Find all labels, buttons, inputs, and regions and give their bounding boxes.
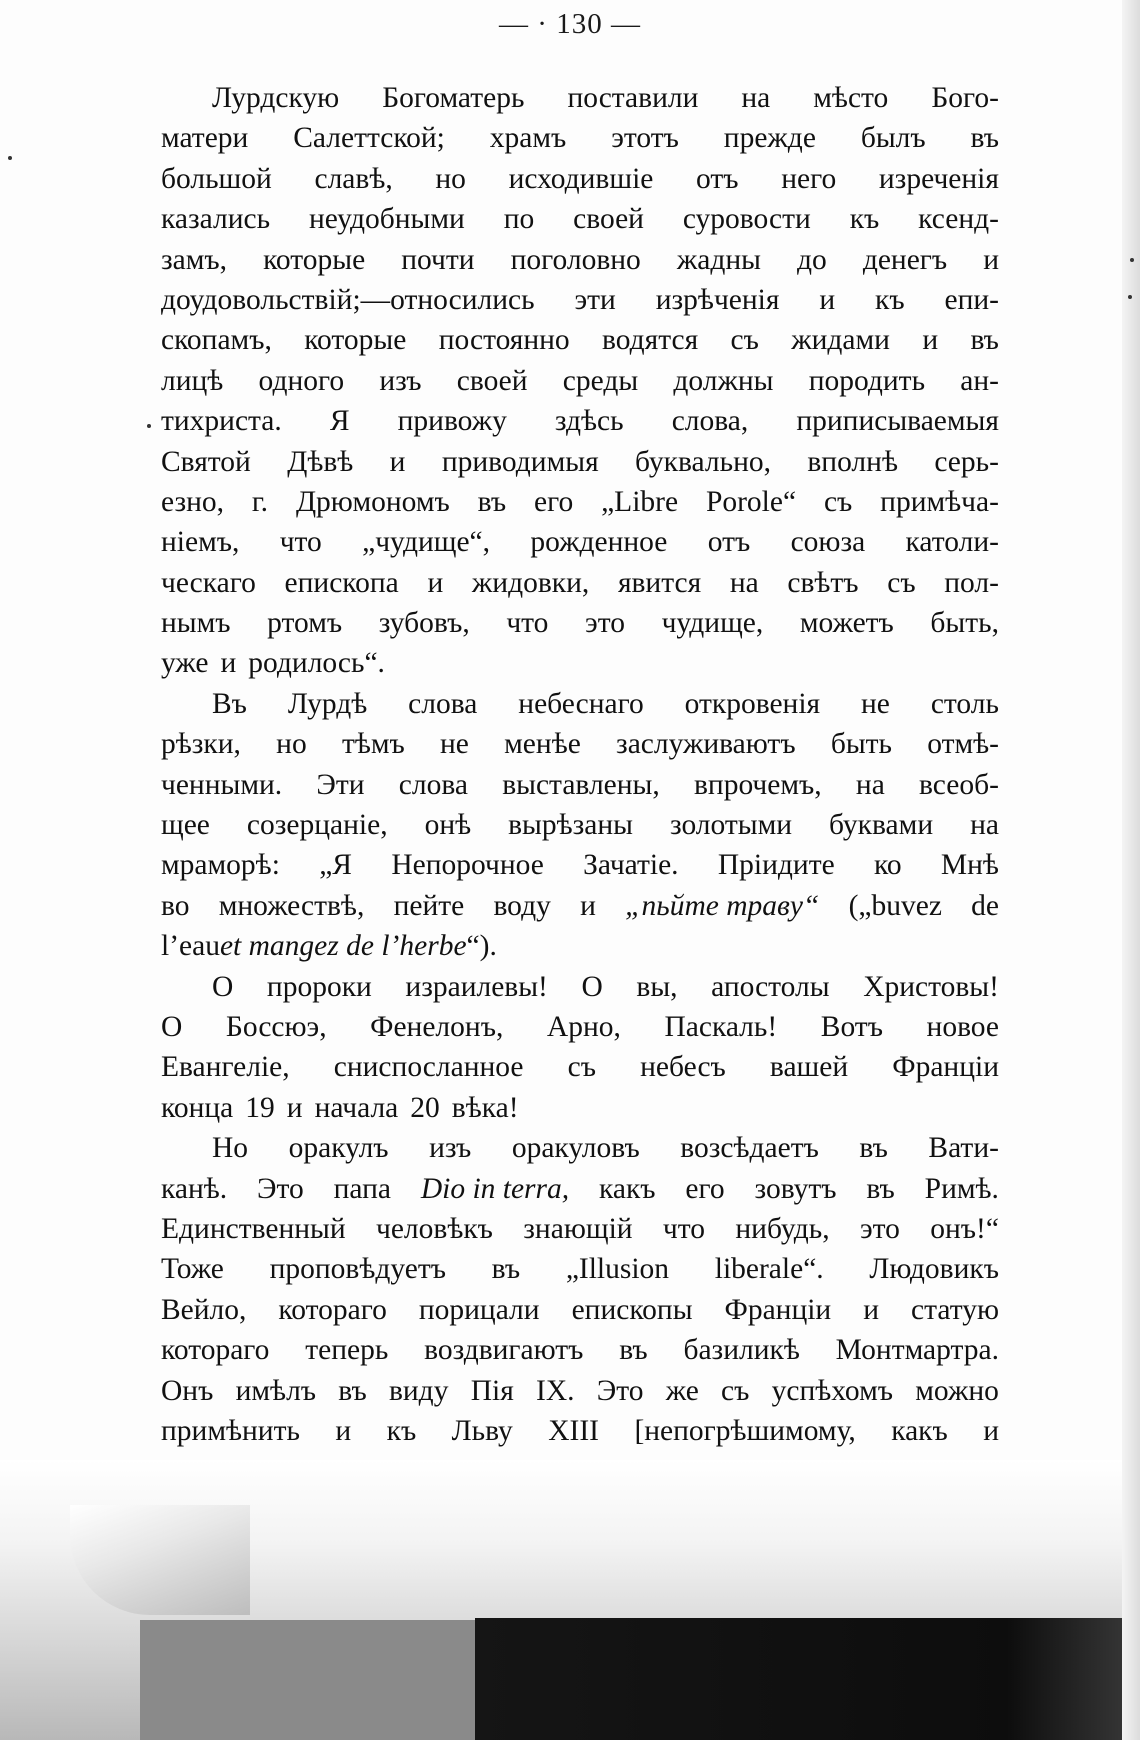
word: во	[161, 889, 190, 922]
word: явится	[617, 566, 702, 599]
word: мраморѣ:	[161, 849, 280, 882]
word: же	[665, 1374, 699, 1407]
word: Пія	[470, 1374, 514, 1407]
word: здѣсь	[554, 405, 624, 438]
word: какъ	[598, 1172, 656, 1205]
word: неудобными	[308, 203, 465, 236]
italic-word: Dio in terra,	[420, 1172, 570, 1205]
word: и	[220, 647, 237, 680]
word: израилевы!	[405, 970, 548, 1003]
word: проповѣдуетъ	[269, 1253, 446, 1286]
text-line	[161, 280, 999, 320]
word: Въ	[212, 687, 247, 720]
word: примѣнить	[161, 1414, 300, 1447]
word: пейте	[393, 889, 465, 922]
word: въ	[866, 1172, 895, 1205]
word: базиликѣ	[683, 1334, 800, 1367]
word: этотъ	[611, 122, 679, 155]
word: скопамъ,	[161, 324, 272, 357]
word: небесъ	[640, 1051, 726, 1084]
word: новое	[926, 1010, 999, 1043]
text-line	[161, 643, 999, 683]
text-line	[161, 1088, 999, 1128]
word: щее	[161, 809, 210, 842]
word: съ	[823, 485, 853, 518]
word: ченными.	[161, 768, 283, 801]
word: XIII	[548, 1414, 599, 1447]
word: воздвигаютъ	[424, 1334, 584, 1367]
word: постоянно	[438, 324, 570, 357]
word: на	[855, 768, 885, 801]
word: слова	[408, 687, 478, 720]
word: Римѣ.	[924, 1172, 999, 1205]
word: сниспосланное	[333, 1051, 524, 1084]
word: зубовъ,	[378, 607, 470, 640]
word: 19	[245, 1091, 275, 1124]
word: Льву	[451, 1414, 513, 1447]
text-line	[161, 967, 999, 1007]
word: слова,	[671, 405, 749, 438]
word: Онъ	[161, 1374, 214, 1407]
word: конца	[161, 1091, 234, 1124]
word: епи-	[944, 283, 999, 316]
text-line	[161, 886, 999, 926]
word: быть	[830, 728, 892, 761]
word: одного	[258, 364, 345, 397]
word: Арно,	[546, 1010, 621, 1043]
word: („buvez	[848, 889, 942, 922]
word: что	[506, 607, 549, 640]
word: до	[797, 243, 827, 276]
word: въ	[970, 122, 999, 155]
word: рожденное	[530, 526, 668, 559]
word: заслуживаютъ	[616, 728, 796, 761]
text-line	[161, 1209, 999, 1249]
scan-speck	[1130, 258, 1134, 262]
word: породить	[808, 364, 926, 397]
word: своей	[456, 364, 528, 397]
word: замъ,	[161, 243, 228, 276]
word: Вати-	[928, 1132, 999, 1165]
text-line	[161, 482, 999, 522]
word: пророки	[266, 970, 372, 1003]
word: апостолы	[711, 970, 830, 1003]
word: привожу	[397, 405, 507, 438]
word: приписываемыя	[796, 405, 999, 438]
word: его	[533, 485, 574, 518]
word: человѣкъ	[375, 1212, 493, 1245]
word: былъ	[860, 122, 926, 155]
word: это	[859, 1212, 900, 1245]
word: него	[781, 162, 837, 195]
text-line	[161, 401, 999, 441]
word: но	[435, 162, 466, 195]
word: его	[685, 1172, 725, 1205]
word: виду	[388, 1374, 449, 1407]
word: Мнѣ	[940, 849, 999, 882]
word: 20	[410, 1091, 440, 1124]
text-line	[161, 159, 999, 199]
word: Зачатіе.	[583, 849, 679, 882]
word: котораго	[278, 1293, 387, 1326]
word: лицѣ	[161, 364, 224, 397]
word: откровенія	[684, 687, 821, 720]
word: должны	[673, 364, 774, 397]
text-line	[161, 1330, 999, 1370]
text-line	[161, 1371, 999, 1411]
word: въ	[477, 485, 507, 518]
word: выставлены,	[502, 768, 660, 801]
text-line	[161, 199, 999, 239]
word: и	[983, 1414, 999, 1447]
text-line	[161, 118, 999, 158]
word: Салеттской;	[293, 122, 445, 155]
word: уже	[161, 647, 209, 680]
word: буквами	[829, 809, 934, 842]
word: въ	[338, 1374, 367, 1407]
word: въ	[491, 1253, 521, 1286]
word: епископа	[284, 566, 399, 599]
word: Вейло,	[161, 1293, 247, 1326]
word: къ	[849, 203, 880, 236]
word: родилось“.	[248, 647, 385, 680]
word: на	[729, 566, 759, 599]
word: съ	[887, 566, 916, 599]
word: буквально,	[635, 445, 771, 478]
word: серь-	[934, 445, 999, 478]
word: de	[971, 889, 999, 922]
word: Бого-	[931, 82, 999, 114]
word: Это	[257, 1172, 304, 1205]
word: жадны	[676, 243, 761, 276]
word: менѣе	[504, 728, 581, 761]
word: вѣка!	[451, 1091, 519, 1124]
word: статую	[911, 1293, 999, 1326]
word: Тоже	[161, 1253, 224, 1286]
word: съ	[567, 1051, 596, 1084]
word: приводимыя	[441, 445, 599, 478]
word: отмѣ-	[927, 728, 999, 761]
word: Лурдѣ	[287, 687, 368, 720]
word: изрѣченія	[655, 283, 780, 316]
text-line	[161, 1128, 999, 1168]
text-line	[161, 522, 999, 562]
scan-dark-block	[475, 1618, 1140, 1740]
word: тихриста.	[161, 405, 282, 438]
word: ртомъ	[267, 607, 343, 640]
word: на	[970, 809, 999, 842]
word: „Libre	[601, 485, 679, 518]
word: отъ	[696, 162, 739, 195]
word: ан-	[960, 364, 999, 397]
word: папа	[333, 1172, 391, 1205]
word: канѣ.	[161, 1172, 228, 1205]
word: исходившіе	[508, 162, 654, 195]
word: и	[922, 324, 939, 357]
word: онъ!“	[930, 1212, 999, 1245]
word: примѣча-	[880, 485, 999, 518]
word: чудище,	[661, 607, 764, 640]
word: „чудище“,	[362, 526, 491, 559]
text-line	[161, 724, 999, 764]
word: [непогрѣшимому,	[634, 1414, 856, 1447]
word: l’eau	[161, 930, 220, 963]
text-line	[161, 78, 999, 118]
text-line	[161, 1169, 999, 1209]
word: Монтмартра.	[835, 1334, 999, 1367]
word: О	[212, 970, 234, 1003]
word: ческаго	[161, 566, 256, 599]
word: эти	[574, 283, 616, 316]
word: Людовикъ	[869, 1253, 999, 1286]
word: вырѣзаны	[508, 809, 633, 842]
word: рѣзки,	[161, 728, 241, 761]
word: и	[286, 1091, 303, 1124]
word: имѣлъ	[235, 1374, 317, 1407]
word: Богоматерь	[382, 82, 525, 114]
word: которые	[263, 243, 366, 276]
word: Но	[212, 1132, 249, 1165]
text-line	[161, 805, 999, 845]
italic-word: „пьйте траву“	[625, 889, 820, 922]
word: Франціи	[892, 1051, 999, 1084]
text-line	[161, 361, 999, 401]
word: знающій	[523, 1212, 633, 1245]
word: Христовы!	[863, 970, 999, 1003]
word: Я	[329, 405, 350, 438]
word: „Я	[319, 849, 352, 882]
word: изъ	[379, 364, 422, 397]
word: быть,	[930, 607, 999, 640]
word: большой	[161, 162, 272, 195]
word: вполнѣ	[807, 445, 898, 478]
word: Фенелонъ,	[370, 1010, 504, 1043]
word: своей	[573, 203, 644, 236]
word: водятся	[602, 324, 699, 357]
word: Пріидите	[717, 849, 835, 882]
word: “).	[466, 930, 497, 963]
word: Porole“	[705, 485, 797, 518]
word: нымъ	[161, 607, 231, 640]
word: какъ	[891, 1414, 948, 1447]
word: столь	[930, 687, 999, 720]
scan-gray-block	[140, 1620, 475, 1740]
word: слова	[398, 768, 468, 801]
scan-speck	[1128, 295, 1132, 299]
text-line	[161, 320, 999, 360]
word: Франціи	[724, 1293, 832, 1326]
word: успѣхомъ	[771, 1374, 894, 1407]
word: езно,	[161, 485, 225, 518]
word: золотыми	[669, 809, 793, 842]
word: жидовки,	[471, 566, 590, 599]
scan-speck	[147, 424, 151, 428]
word: на	[741, 82, 771, 114]
word: можно	[915, 1374, 999, 1407]
word: созерцаніе,	[246, 809, 388, 842]
page-number: — · 130 —	[499, 8, 641, 40]
word: теперь	[305, 1334, 389, 1367]
word: IX.	[536, 1374, 575, 1407]
word: епископы	[571, 1293, 693, 1326]
word: и	[389, 445, 406, 478]
word: Лурдскую	[212, 82, 340, 114]
word: можетъ	[799, 607, 894, 640]
word: къ	[875, 283, 905, 316]
word: liberale“.	[714, 1253, 824, 1286]
word: пол-	[944, 566, 999, 599]
word: и	[427, 566, 444, 599]
word: О	[581, 970, 603, 1003]
word: въ	[859, 1132, 888, 1165]
word: суровости	[682, 203, 811, 236]
word: въ	[619, 1334, 648, 1367]
text-line	[161, 926, 999, 966]
word: порицали	[418, 1293, 540, 1326]
word: Эти	[316, 768, 365, 801]
text-line	[161, 765, 999, 805]
word: матери	[161, 122, 249, 155]
word: Евангеліе,	[161, 1051, 290, 1084]
word: это	[585, 607, 625, 640]
text-line	[161, 442, 999, 482]
word: по	[503, 203, 535, 236]
word: ко	[874, 849, 902, 882]
word: почти	[401, 243, 475, 276]
word: въ	[970, 324, 999, 357]
word: Единственный	[161, 1212, 346, 1245]
text-line	[161, 1249, 999, 1289]
scan-speck	[8, 156, 12, 160]
word: католи-	[905, 526, 999, 559]
text-line	[161, 845, 999, 885]
word: среды	[562, 364, 639, 397]
word: поставили	[567, 82, 699, 114]
word: Боссюэ,	[225, 1010, 327, 1043]
word: Паскаль!	[664, 1010, 778, 1043]
word: ксенд-	[918, 203, 999, 236]
word: и	[863, 1293, 880, 1326]
word: свѣтъ	[787, 566, 859, 599]
word: г.	[251, 485, 269, 518]
word: казались	[161, 203, 271, 236]
word: О	[161, 1010, 183, 1043]
word: славѣ,	[314, 162, 393, 195]
word: къ	[386, 1414, 417, 1447]
word: союза	[790, 526, 866, 559]
body-text	[161, 78, 999, 1451]
word: и	[819, 283, 836, 316]
word: Дрюмономъ	[295, 485, 450, 518]
word: что	[662, 1212, 706, 1245]
word: воду	[493, 889, 551, 922]
text-line	[161, 1290, 999, 1330]
word: Непорочное	[391, 849, 544, 882]
word: онѣ	[424, 809, 472, 842]
word: поголовно	[510, 243, 641, 276]
word: Святой	[161, 445, 251, 478]
word: денегъ	[862, 243, 948, 276]
text-line	[161, 1047, 999, 1087]
word: зовутъ	[754, 1172, 837, 1205]
word: и	[580, 889, 596, 922]
word: съ	[721, 1374, 750, 1407]
word: начала	[314, 1091, 399, 1124]
word: и	[983, 243, 999, 276]
word: всеоб-	[919, 768, 999, 801]
word: ніемъ,	[161, 526, 240, 559]
word: мѣсто	[813, 82, 889, 114]
word: множествѣ,	[218, 889, 365, 922]
italic-word: et mangez de l’herbe	[219, 930, 467, 963]
word: оракулъ	[288, 1132, 389, 1165]
word: отъ	[707, 526, 751, 559]
word: небеснаго	[518, 687, 644, 720]
word: жидами	[791, 324, 890, 357]
word: не	[861, 687, 890, 720]
text-line	[161, 1007, 999, 1047]
word: которые	[304, 324, 407, 357]
word: вашей	[769, 1051, 849, 1084]
word: но	[276, 728, 307, 761]
word: храмъ	[489, 122, 567, 155]
word: Это	[596, 1374, 644, 1407]
word: возсѣдаетъ	[680, 1132, 819, 1165]
text-line	[161, 240, 999, 280]
word: оракуловъ	[511, 1132, 640, 1165]
word: что	[279, 526, 322, 559]
word: Дѣвѣ	[287, 445, 354, 478]
word: доудовольствій;—относились	[161, 283, 535, 316]
word: вы,	[636, 970, 678, 1003]
word: „Illusion	[565, 1253, 670, 1286]
word: тѣмъ	[341, 728, 405, 761]
text-line	[161, 603, 999, 643]
text-line	[161, 563, 999, 603]
word: и	[335, 1414, 352, 1447]
word: изреченія	[878, 162, 999, 195]
text-line	[161, 684, 999, 724]
word: Вотъ	[820, 1010, 883, 1043]
word: котораго	[161, 1334, 270, 1367]
word: изъ	[429, 1132, 472, 1165]
word: прежде	[723, 122, 816, 155]
word: впрочемъ,	[693, 768, 822, 801]
word: не	[440, 728, 469, 761]
word: съ	[730, 324, 759, 357]
word: нибудь,	[735, 1212, 830, 1245]
text-line	[161, 1411, 999, 1451]
